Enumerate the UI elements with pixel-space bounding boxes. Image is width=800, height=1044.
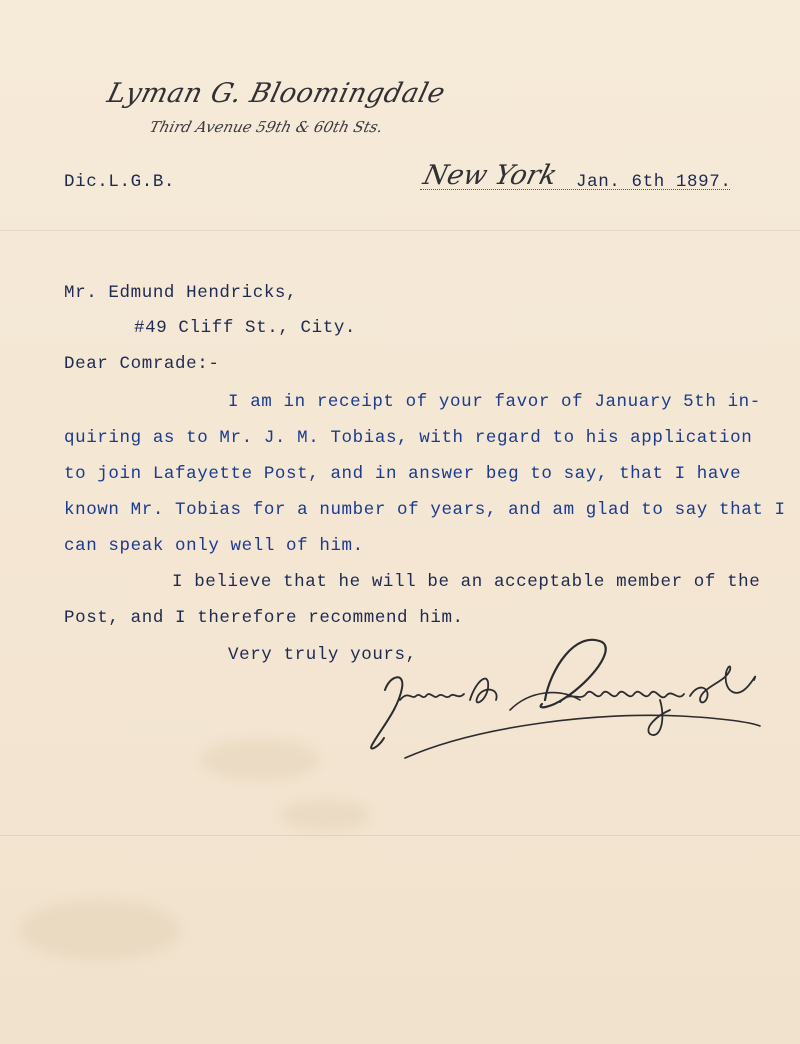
closing: Very truly yours, — [228, 645, 417, 665]
salutation: Dear Comrade:- — [64, 354, 220, 374]
signature-drawing — [360, 630, 780, 770]
paper-stain — [280, 800, 370, 830]
body-line: to join Lafayette Post, and in answer beg to say, that I have — [64, 464, 742, 484]
letter-date: Jan. 6th 1897. — [576, 172, 732, 192]
dictation-reference: Dic.L.G.B. — [64, 172, 176, 192]
letter-city: New York — [420, 160, 561, 191]
paper-stain — [20, 900, 180, 960]
body-line: I believe that he will be an acceptable member of the — [172, 572, 761, 592]
paper-stain — [200, 740, 320, 780]
fold-line — [0, 835, 800, 836]
handwritten-signature — [360, 630, 780, 770]
letterhead-address: Third Avenue 59th & 60th Sts. — [147, 118, 385, 136]
body-line: I am in receipt of your favor of January 5th in- — [228, 392, 761, 412]
fold-line — [0, 230, 800, 231]
body-line: Post, and I therefore recommend him. — [64, 608, 464, 628]
body-line: quiring as to Mr. J. M. Tobias, with regard to his application — [64, 428, 753, 448]
letterhead-name: Lyman G. Bloomingdale — [104, 78, 449, 109]
recipient-name: Mr. Edmund Hendricks, — [64, 283, 298, 303]
recipient-address: #49 Cliff St., City. — [134, 318, 357, 338]
body-line: can speak only well of him. — [64, 536, 364, 556]
body-line: known Mr. Tobias for a number of years, and am glad to say that I — [64, 500, 786, 520]
